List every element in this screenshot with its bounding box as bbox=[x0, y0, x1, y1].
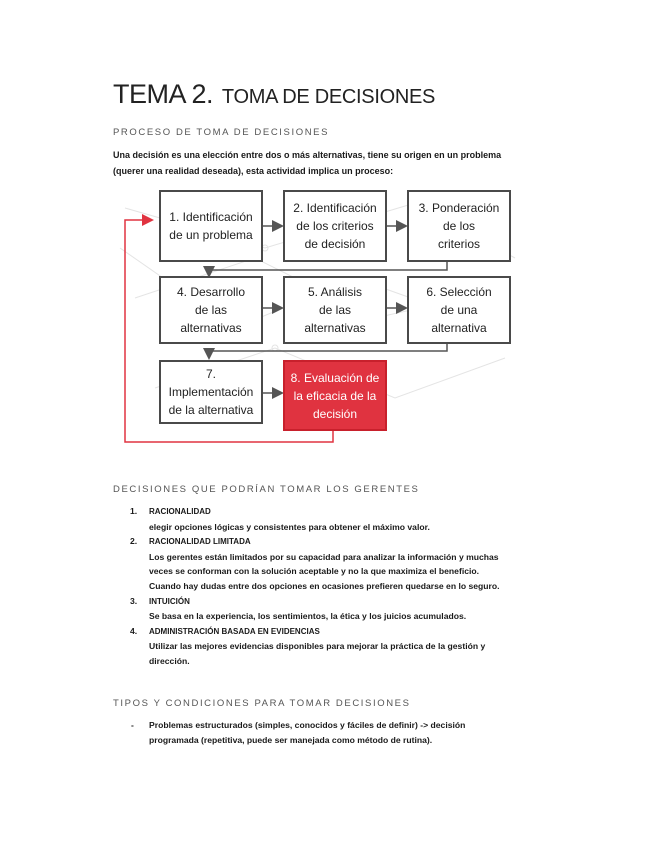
step-3-line1: 3. Ponderación bbox=[418, 201, 500, 215]
step-8-line2: la eficacia de la bbox=[293, 388, 377, 403]
step-5-line1: 5. Análisis bbox=[307, 285, 363, 299]
list-item-number: 2. bbox=[130, 536, 138, 547]
intro-line-1: Una decisión es una elección entre dos o más alternativas, tiene su origen en un problema bbox=[113, 150, 502, 160]
step-2-box bbox=[283, 190, 387, 262]
list-item-text: programada (repetitiva, puede ser manejada como método de rutina). bbox=[149, 735, 433, 745]
intro-paragraph bbox=[113, 147, 553, 179]
section-heading-proceso: PROCESO DE TOMA DE DECISIONES bbox=[113, 127, 330, 138]
step-5-line2: de las bbox=[318, 303, 352, 317]
step-1-line1: 1. Identificación bbox=[169, 210, 253, 224]
step-5-line3: alternativas bbox=[304, 321, 366, 335]
list-item-title: ADMINISTRACIÓN BASADA EN EVIDENCIAS bbox=[149, 626, 320, 636]
decision-conditions-list bbox=[113, 718, 553, 748]
list-item-number: 4. bbox=[130, 625, 138, 636]
step-8-line3: decisión bbox=[312, 406, 357, 421]
intro-line-2: (querer una realidad deseada), esta actividad implica un proceso: bbox=[113, 166, 394, 176]
list-item bbox=[113, 718, 553, 748]
list-item-text: Utilizar las mejores evidencias disponibles para mejorar la práctica de la gestión y bbox=[149, 641, 486, 652]
list-item bbox=[113, 504, 553, 534]
arrow-6-7 bbox=[209, 344, 447, 357]
arrow-3-4 bbox=[209, 262, 447, 275]
step-6-line2: de una bbox=[440, 303, 478, 317]
list-item-number: 1. bbox=[130, 506, 138, 516]
step-3-line2: de los bbox=[442, 219, 475, 233]
step-1-line2: de un problema bbox=[169, 228, 253, 242]
step-7-line3: de la alternativa bbox=[168, 403, 254, 417]
step-4-box bbox=[159, 276, 263, 344]
title-sub: TOMA DE DECISIONES bbox=[221, 86, 436, 108]
section-heading-tipos: TIPOS Y CONDICIONES PARA TOMAR DECISIONES bbox=[113, 698, 411, 709]
step-4-line3: alternativas bbox=[180, 321, 242, 335]
step-4-line2: de las bbox=[194, 303, 228, 317]
step-6-line1: 6. Selección bbox=[426, 285, 492, 299]
list-item-text: veces se conforman con la solución aceptable y no la que maximiza el beneficio. bbox=[149, 566, 480, 577]
list-item-title: RACIONALIDAD LIMITADA bbox=[149, 537, 251, 547]
step-6-box bbox=[407, 276, 511, 344]
list-item-text: Se basa en la experiencia, los sentimientos, la ética y los juicios acumulados. bbox=[149, 611, 467, 622]
list-item-title: RACIONALIDAD bbox=[149, 507, 211, 516]
list-item-text: elegir opciones lógicas y consistentes para obtener el máximo valor. bbox=[149, 521, 430, 532]
step-4-line1: 4. Desarrollo bbox=[176, 285, 246, 299]
step-7-line1: 7. bbox=[205, 367, 216, 381]
list-item-text: Los gerentes están limitados por su capacidad para analizar la información y muchas bbox=[149, 551, 499, 562]
step-6-line3: alternativa bbox=[431, 321, 487, 335]
step-2-line3: de decisión bbox=[304, 237, 366, 251]
step-8-box-highlighted bbox=[283, 360, 387, 431]
list-item-number: 3. bbox=[130, 595, 138, 606]
list-item bbox=[113, 594, 553, 624]
decision-process-diagram bbox=[115, 188, 527, 450]
step-7-box bbox=[159, 360, 263, 424]
page-title bbox=[113, 74, 435, 111]
list-item-text: Problemas estructurados (simples, conocidos y fáciles de definir) -> decisión bbox=[149, 720, 466, 730]
list-item-text: dirección. bbox=[149, 655, 190, 666]
list-item-text: Cuando hay dudas entre dos opciones en ocasiones prefieren quedarse en lo seguro. bbox=[149, 580, 500, 591]
step-7-line2: Implementación bbox=[168, 385, 254, 399]
decision-types-list bbox=[113, 504, 553, 669]
step-5-box bbox=[283, 276, 387, 344]
list-item-title: INTUICIÓN bbox=[149, 596, 190, 606]
list-item bbox=[113, 534, 553, 593]
step-2-line2: de los criterios bbox=[296, 219, 374, 233]
step-8-line1: 8. Evaluación de bbox=[290, 370, 380, 385]
step-1-box bbox=[159, 190, 263, 262]
step-3-box bbox=[407, 190, 511, 262]
section-heading-decisiones: DECISIONES QUE PODRÍAN TOMAR LOS GERENTES bbox=[113, 484, 420, 495]
list-bullet-dash: - bbox=[131, 720, 134, 730]
title-main: TEMA 2. bbox=[113, 79, 214, 109]
step-3-line3: criterios bbox=[437, 237, 480, 251]
step-2-line1: 2. Identificación bbox=[293, 201, 377, 215]
list-item bbox=[113, 624, 553, 669]
